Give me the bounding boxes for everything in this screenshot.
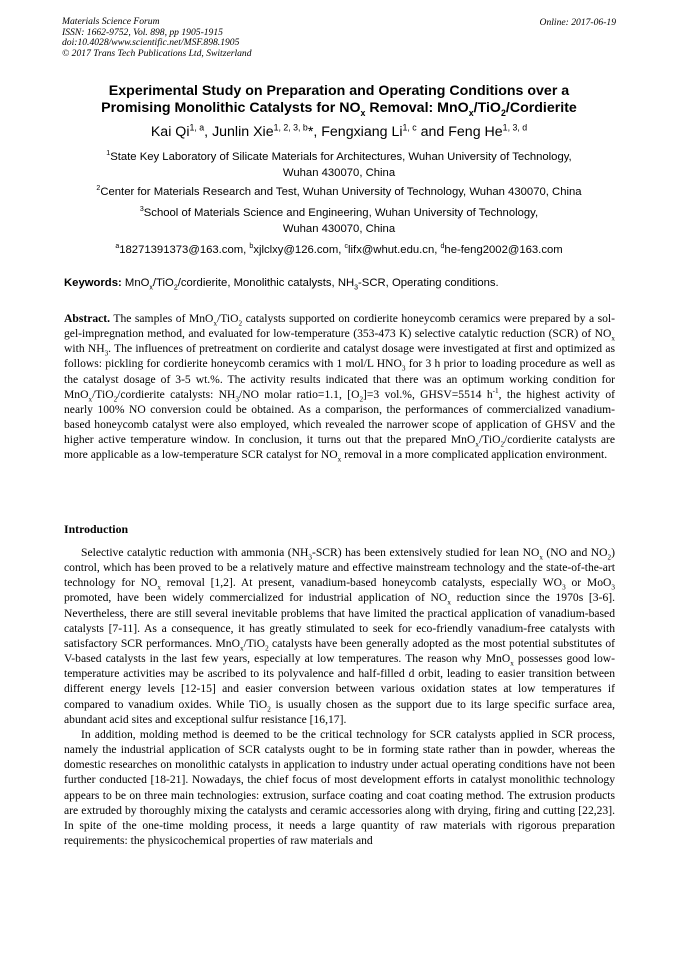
subscript: x	[157, 583, 161, 592]
abstract-text: removal in a more complicated application environment.	[341, 448, 608, 462]
abstract-text: /NO molar ratio=1.1, [O	[238, 387, 360, 401]
copyright-line: © 2017 Trans Tech Publications Ltd, Switzerland	[62, 47, 252, 59]
superscript: -1	[492, 386, 499, 395]
subscript: 2	[359, 395, 364, 404]
abstract-paragraph	[64, 311, 615, 463]
author-separator: ,	[313, 124, 322, 140]
intro-text: Selective catalytic reduction with ammonia (NH	[81, 546, 309, 559]
subscript: 2	[500, 440, 505, 449]
author-affiliation-mark: 1, c	[402, 122, 417, 133]
subscript: 3	[401, 364, 406, 373]
subscript: 3	[235, 395, 239, 404]
author-affiliation-mark: 1, 3, d	[502, 122, 528, 133]
affiliation-text: State Key Laboratory of Silicate Materials for Architectures, Wuhan University of Technology,	[110, 151, 572, 163]
author-separator: and	[416, 124, 449, 140]
subscript: x	[337, 455, 342, 464]
title-subscript: 2	[500, 107, 506, 118]
affiliation-1	[64, 150, 614, 181]
author-affiliation-mark: 1, a	[189, 122, 205, 133]
intro-paragraph-1	[64, 545, 615, 727]
intro-text: or MoO	[565, 576, 612, 590]
intro-text: removal [1,2]. At present, vanadium-based honeycomb catalysts, especially WO	[161, 576, 563, 590]
keyword-text: /cordierite, Monolithic catalysts, NH	[177, 277, 355, 289]
title-line-1: Experimental Study on Preparation and Operating Conditions over a	[108, 83, 570, 99]
author-name: Fengxiang Li	[321, 124, 403, 140]
subscript: 3	[562, 583, 566, 592]
subscript: 2	[267, 704, 271, 713]
online-date: Online: 2017-06-19	[539, 17, 616, 28]
intro-text: ) control, which has been proved to be a relatively mature and effective mainstream technology and the state-of-the-art technology for NO	[64, 546, 615, 590]
title-text: /Cordierite	[505, 100, 577, 116]
email-address: lifx@whut.edu.cn,	[348, 244, 441, 256]
subscript: 2	[265, 644, 269, 653]
intro-text: promoted, have been widely commercialized for industrial application of NO	[64, 591, 448, 605]
subscript: x	[88, 395, 93, 404]
email-mark: a	[115, 243, 120, 251]
subscript: 2	[238, 319, 243, 328]
email-list	[40, 244, 638, 256]
introduction-body	[64, 545, 615, 848]
affiliation-2	[64, 185, 614, 201]
affiliation-number: 3	[139, 206, 144, 214]
issn-line: ISSN: 1662-9752, Vol. 898, pp 1905-1915	[62, 26, 223, 38]
abstract-text: . The influences of pretreatment on cordierite and catalyst dosage were investigated at first and optimized as follows: pickling for cordierite honeycomb ceramics with 1 mol/L HNO	[64, 342, 615, 371]
abstract-label: Abstract.	[64, 312, 111, 325]
keyword-text: MnO	[121, 277, 150, 289]
affiliation-text: Wuhan 430070, China	[282, 222, 396, 235]
subscript: x	[239, 644, 244, 653]
author-affiliation-mark: 1, 2, 3, b	[273, 122, 308, 133]
keyword-text: /TiO	[152, 277, 174, 289]
subscript: 2	[113, 395, 118, 404]
author-separator: ,	[204, 124, 213, 140]
keyword-subscript: x	[149, 284, 153, 292]
abstract-text: ]=3 vol.%, GHSV=5514 h	[363, 387, 493, 401]
intro-text: -SCR) has been extensively studied for lean NO	[312, 546, 540, 559]
email-address: 18271391373@163.com,	[119, 244, 250, 256]
subscript: 2	[607, 553, 612, 562]
abstract-text: /TiO	[92, 387, 114, 401]
abstract	[64, 311, 615, 463]
abstract-text: /TiO	[478, 433, 501, 447]
keyword-text: -SCR, Operating conditions.	[358, 277, 499, 289]
subscript: 3	[104, 349, 109, 358]
subscript: x	[510, 659, 514, 668]
intro-paragraph-2	[64, 727, 615, 848]
author-name: Kai Qi	[150, 124, 190, 140]
abstract-text: for 3 h prior to loading procedure as well as the catalyst dosage of 3-5 wt.%. The activity results indicated that there was an optimum working condition for MnO	[64, 357, 615, 401]
author-list	[40, 124, 638, 140]
affiliation-number: 1	[106, 150, 111, 158]
section-heading-introduction: Introduction	[64, 522, 129, 536]
keywords-line	[64, 277, 616, 292]
title-text: Promising Monolithic Catalysts for NO	[101, 100, 361, 116]
subscript: x	[213, 319, 218, 328]
affiliation-text: Wuhan 430070, China	[282, 166, 396, 179]
subscript: x	[539, 553, 543, 562]
abstract-text: /TiO	[217, 312, 239, 325]
abstract-text: /cordierite catalysts are more applicable as a low-temperature SCR catalyst for NO	[64, 433, 615, 462]
intro-text: (NO and NO	[542, 546, 608, 559]
email-address: xjlclxy@126.com,	[253, 244, 345, 256]
abstract-text: , the highest activity of nearly 100% NO conversion could be obtained. As a comparison, the performances of commercialized vanadium-based honeycomb catalyst were also employed, which revealed the narrower scope of application of GHSV and the higher active temperature window. In conclusion, it turns out that the prepared MnO	[64, 387, 615, 447]
doi-line: doi:10.4028/www.scientific.net/MSF.898.1905	[62, 37, 240, 49]
abstract-text: with NH	[64, 342, 105, 356]
abstract-text: /cordierite catalysts: NH	[117, 387, 236, 401]
title-subscript: x	[360, 107, 366, 118]
journal-header	[62, 17, 252, 59]
email-mark: d	[440, 243, 445, 251]
paper-title	[40, 83, 638, 117]
affiliation-3	[64, 206, 614, 237]
author-name: Junlin Xie	[212, 124, 274, 140]
intro-text: catalysts have been generally adopted as the most potential substitutes of V-based catalysts in the last few years, especially at low temperatures. The reason why MnO	[64, 636, 615, 666]
subscript: x	[475, 440, 479, 449]
title-text: Removal: MnO	[365, 100, 469, 116]
email-mark: b	[249, 243, 254, 251]
subscript: 3	[308, 553, 312, 562]
email-address: he-feng2002@163.com	[444, 244, 563, 256]
abstract-text: The samples of MnO	[110, 312, 214, 325]
email-mark: c	[344, 243, 349, 251]
abstract-text: catalysts supported on cordierite honeycomb ceramics were prepared by a sol-gel-impregnation method, and evaluated for low-temperature (353-473 K) selective catalytic reduction (SCR) of NO	[64, 312, 615, 341]
intro-text: /TiO	[243, 636, 266, 650]
keywords-label: Keywords:	[64, 277, 122, 289]
subscript: 3	[611, 583, 616, 592]
affiliation-text: School of Materials Science and Engineering, Wuhan University of Technology,	[143, 207, 539, 219]
title-subscript: x	[468, 107, 474, 118]
title-text: /TiO	[473, 100, 501, 116]
keyword-subscript: 3	[354, 284, 359, 292]
intro-text: possesses good low-temperature activities may be ascribed to its polyvalence and half-filled d orbit, leading to easier transition between different energy levels [12-15] and easier conversion between various oxidation states at low temperatures if compared to vanadium oxides. While TiO	[64, 652, 615, 711]
affiliation-text: Center for Materials Research and Test, Wuhan University of Technology, Wuhan 430070, China	[100, 186, 582, 198]
journal-name: Materials Science Forum	[62, 16, 160, 27]
intro-text: In addition, molding method is deemed to be the critical technology for SCR catalysts applied in SCR process, namely the industrial application of SCR catalysts ought to be in forming state rather than in powder, whereas the domestic researches on monolithic catalysts in application to industry under actual operating conditions have not been further conducted [18-21]. Nowadays, the chief focus of most development efforts in catalyst monolithic technology appears to be on three main technologies: extrusion, surface coating and coat coating method. The extrusion products are extruded by thoroughly mixing the catalysts and ceramic accessories along with drying, firing and cutting [22,23]. In spite of the one-time molding process, it needs a large quantity of raw materials with rigorous preparation requirements: the physicochemical properties of raw materials and	[64, 727, 615, 847]
keyword-subscript: 2	[173, 284, 178, 292]
intro-text: is usually chosen as the support due to its large specific surface area, abundant acid sites and exceptional sulfur resistance [16,17].	[64, 697, 616, 726]
author-name: Feng He	[448, 124, 503, 140]
corresponding-author-mark: *	[307, 124, 314, 140]
affiliation-number: 2	[96, 185, 101, 193]
subscript: x	[447, 598, 451, 607]
intro-text: reduction since the 1970s [3-6]. Nevertheless, there are still several inevitable problems that have limited the practical application of vanadium-based catalysts [7-11]. As a consequence, it has greatly stimulated to seek for eco-friendly vanadium-free catalysts with satisfactory SCR performances. MnO	[64, 591, 615, 650]
subscript: x	[611, 334, 615, 343]
